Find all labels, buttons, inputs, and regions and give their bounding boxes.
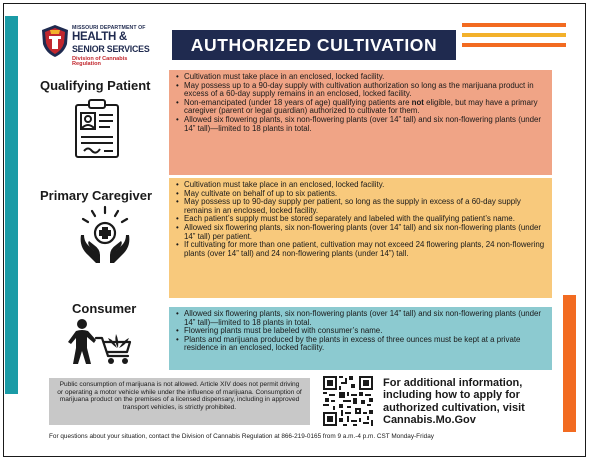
footer-contact-text: For questions about your situation, contact the Division of Cannabis Regulation at 866-219-0165 from 9 a.m.-4 p.m. CST Monday-Friday [49,433,434,440]
list-item: • Plants and marijuana produced by the plants in excess of three ounces must be kept at a private residence in an enclosed, locked facility. [175,336,546,353]
logo-division-line: Division of Cannabis Regulation [72,55,128,68]
decorative-stripes [462,23,566,53]
teal-accent-bar [5,16,18,394]
orange-accent-bar [563,295,576,432]
list-item: • Cultivation must take place in an enclosed, locked facility. [175,73,546,82]
consumer-panel [169,307,552,370]
public-consumption-notice: Public consumption of marijuana is not allowed. Article XIV does not permit driving or operating a motor vehicle while under the influence of marijuana. Consumption of marijuana product on the premises of a licensed dispensary, including in approved transport vehicles, is strictly prohibited. [49,378,310,425]
list-item: • Each patient’s supply must be stored separately and labeled with the qualifying patient’s name. [175,215,546,224]
list-item: • May possess up to 90-day supply per patient, so long as the supply in excess of a 60-day supply remains in an enclosed, locked facility. [175,198,546,215]
list-item: • May possess up to a 90-day supply with cultivation authorization so long as the marijuana product in excess of a 60-day supply remains in an enclosed, locked facility. [175,82,546,99]
list-item: • Allowed six flowering plants, six non-flowering plants (over 14” tall) and six non-flowering plants (under 14” tall) per patient. [175,224,546,241]
shopping-cart-person-icon [66,318,134,366]
qr-code-icon[interactable] [323,376,373,426]
logo-senior-services-line: SENIOR SERVICES [72,43,150,54]
patient-id-card-icon [70,97,126,163]
additional-info-text: For additional information, including how to apply for authorized cultivation, visit Cannabis.Mo.Gov [383,377,525,427]
section-heading-primary-caregiver: Primary Caregiver [40,188,153,203]
list-item: • Flowering plants must be labeled with consumer’s name. [175,327,546,336]
list-item: • Allowed six flowering plants, six non-flowering plants (over 14” tall) and six non-flowering plants (under 14” tall)—limited to 18 plants in total. [175,310,546,327]
missouri-shield-icon [40,24,70,58]
dhss-logo [40,22,150,70]
section-heading-qualifying-patient: Qualifying Patient [40,78,151,93]
page-title: AUTHORIZED CULTIVATION [172,30,456,60]
list-item: • Allowed six flowering plants, six non-flowering plants (over 14” tall) and six non-flowering plants (under 14” tall)—limited to 18 plants in total. [175,116,546,133]
primary-caregiver-panel [169,178,552,298]
caring-hands-icon [78,205,132,267]
qualifying-patient-panel [169,70,552,175]
logo-health-line: HEALTH & [72,31,127,44]
list-item: • Non-emancipated (under 18 years of age) qualifying patients are not eligible, but may have a primary caregiver (parent or legal guardian) authorized to cultivate for them. [175,99,546,116]
list-item: • If cultivating for more than one patient, cultivation may not exceed 24 flowering plants, 24 non-flowering plants (over 14” tall) and 24 non-flowering plants (under 14”) tall. [175,241,546,258]
logo-department-line: MISSOURI DEPARTMENT OF [72,25,146,31]
section-heading-consumer: Consumer [72,301,137,316]
list-item: • Cultivation must take place in an enclosed, locked facility. [175,181,546,190]
list-item: • May cultivate on behalf of up to six patients. [175,190,546,199]
